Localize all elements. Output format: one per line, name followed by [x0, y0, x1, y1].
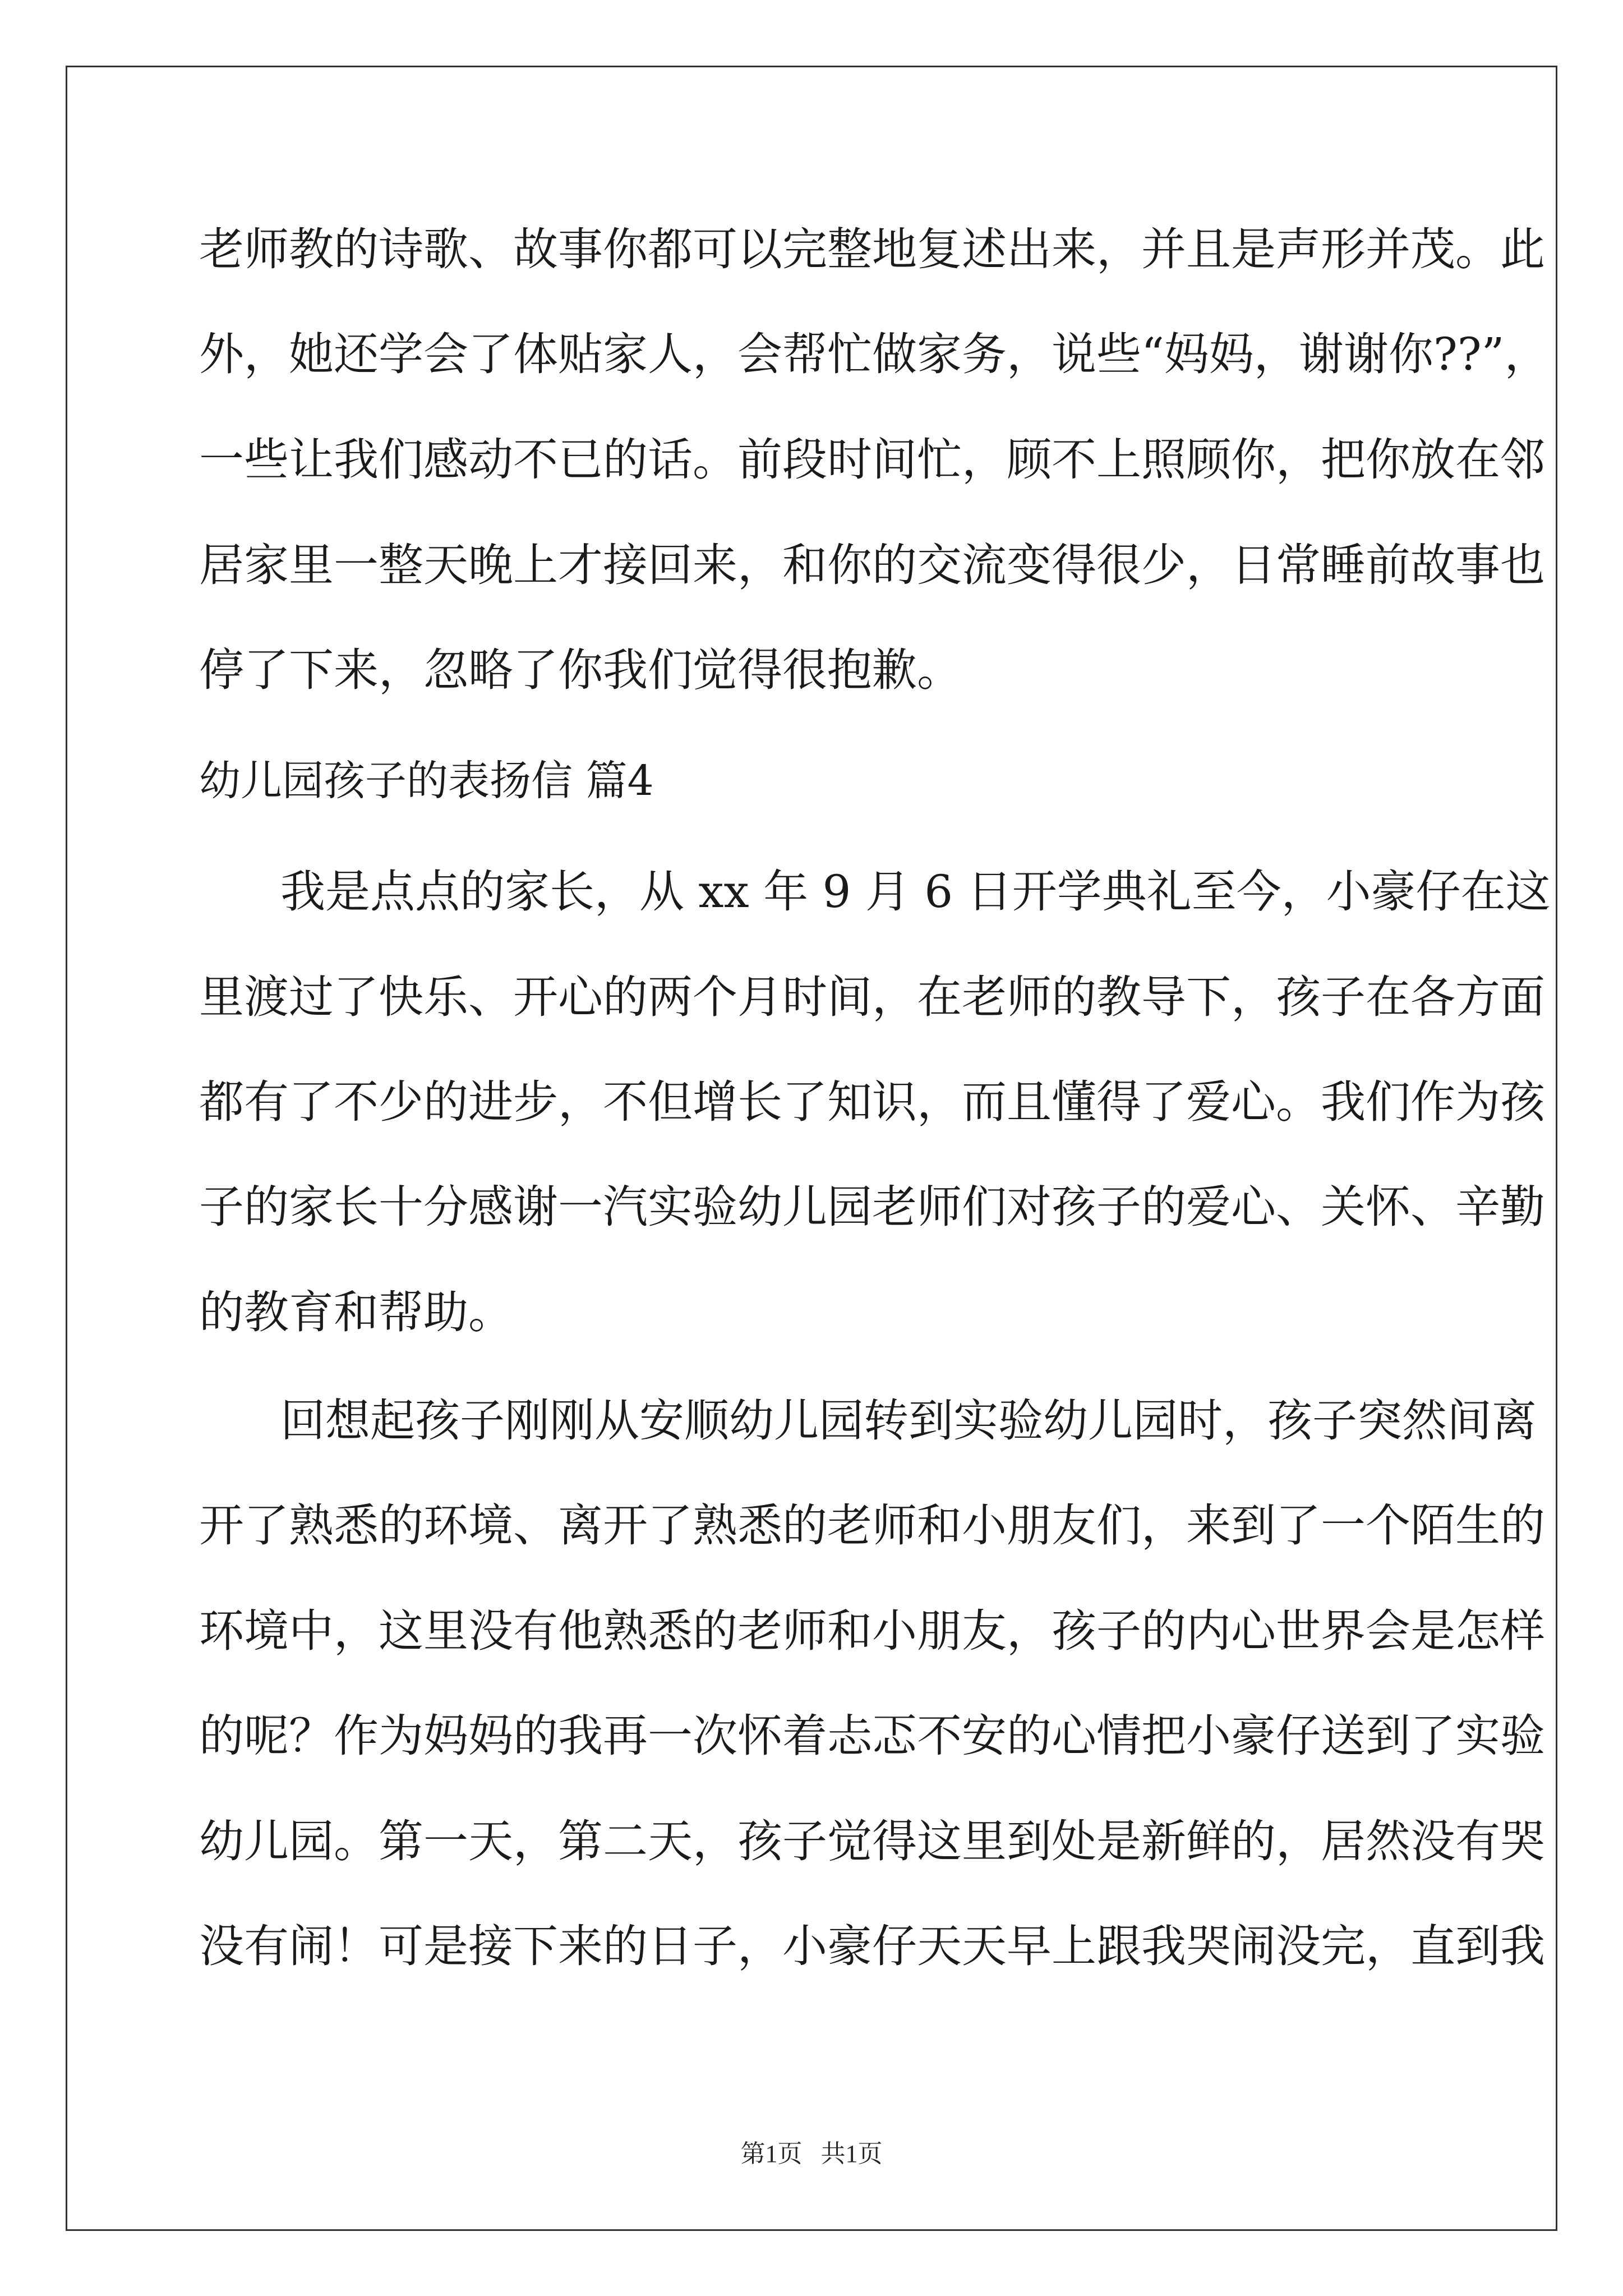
- paragraph-line: 里渡过了快乐、开心的两个月时间，在老师的教导下，孩子在各方面: [199, 971, 1545, 1023]
- paragraph-line: 回想起孩子刚刚从安顺幼儿园转到实验幼儿园时，孩子突然间离: [280, 1395, 1537, 1447]
- section-heading: 幼儿园孩子的表扬信 篇4: [199, 757, 654, 805]
- paragraph-line: 停了下来，忽略了你我们觉得很抱歉。: [199, 644, 962, 696]
- paragraph-line: 开了熟悉的环境、离开了熟悉的老师和小朋友们，来到了一个陌生的: [199, 1499, 1545, 1552]
- page-frame: [66, 66, 1557, 2231]
- paragraph-line: 的教育和帮助。: [199, 1286, 513, 1338]
- paragraph-line: 老师教的诗歌、故事你都可以完整地复述出来，并且是声形并茂。此: [199, 223, 1545, 275]
- paragraph-line: 一些让我们感动不已的话。前段时间忙，顾不上照顾你，把你放在邻: [199, 434, 1545, 486]
- paragraph-line: 的呢？作为妈妈的我再一次怀着忐忑不安的心情把小豪仔送到了实验: [199, 1710, 1545, 1762]
- paragraph-line: 子的家长十分感谢一汽实验幼儿园老师们对孩子的爱心、关怀、辛勤: [199, 1181, 1545, 1233]
- page-number-footer: 第1页 共1页: [740, 2140, 883, 2168]
- paragraph-line: 外，她还学会了体贴家人，会帮忙做家务，说些“妈妈，谢谢你??”，: [199, 328, 1550, 380]
- paragraph-line: 我是点点的家长，从 xx 年 9 月 6 日开学典礼至今，小豪仔在这: [280, 866, 1551, 918]
- paragraph-line: 环境中，这里没有他熟悉的老师和小朋友，孩子的内心世界会是怎样: [199, 1605, 1545, 1657]
- paragraph-line: 居家里一整天晚上才接回来，和你的交流变得很少，日常睡前故事也: [199, 539, 1545, 591]
- paragraph-line: 幼儿园。第一天，第二天，孩子觉得这里到处是新鲜的，居然没有哭: [199, 1815, 1545, 1867]
- paragraph-line: 都有了不少的进步，不但增长了知识，而且懂得了爱心。我们作为孩: [199, 1076, 1545, 1128]
- paragraph-line: 没有闹！可是接下来的日子，小豪仔天天早上跟我哭闹没完，直到我: [199, 1920, 1545, 1972]
